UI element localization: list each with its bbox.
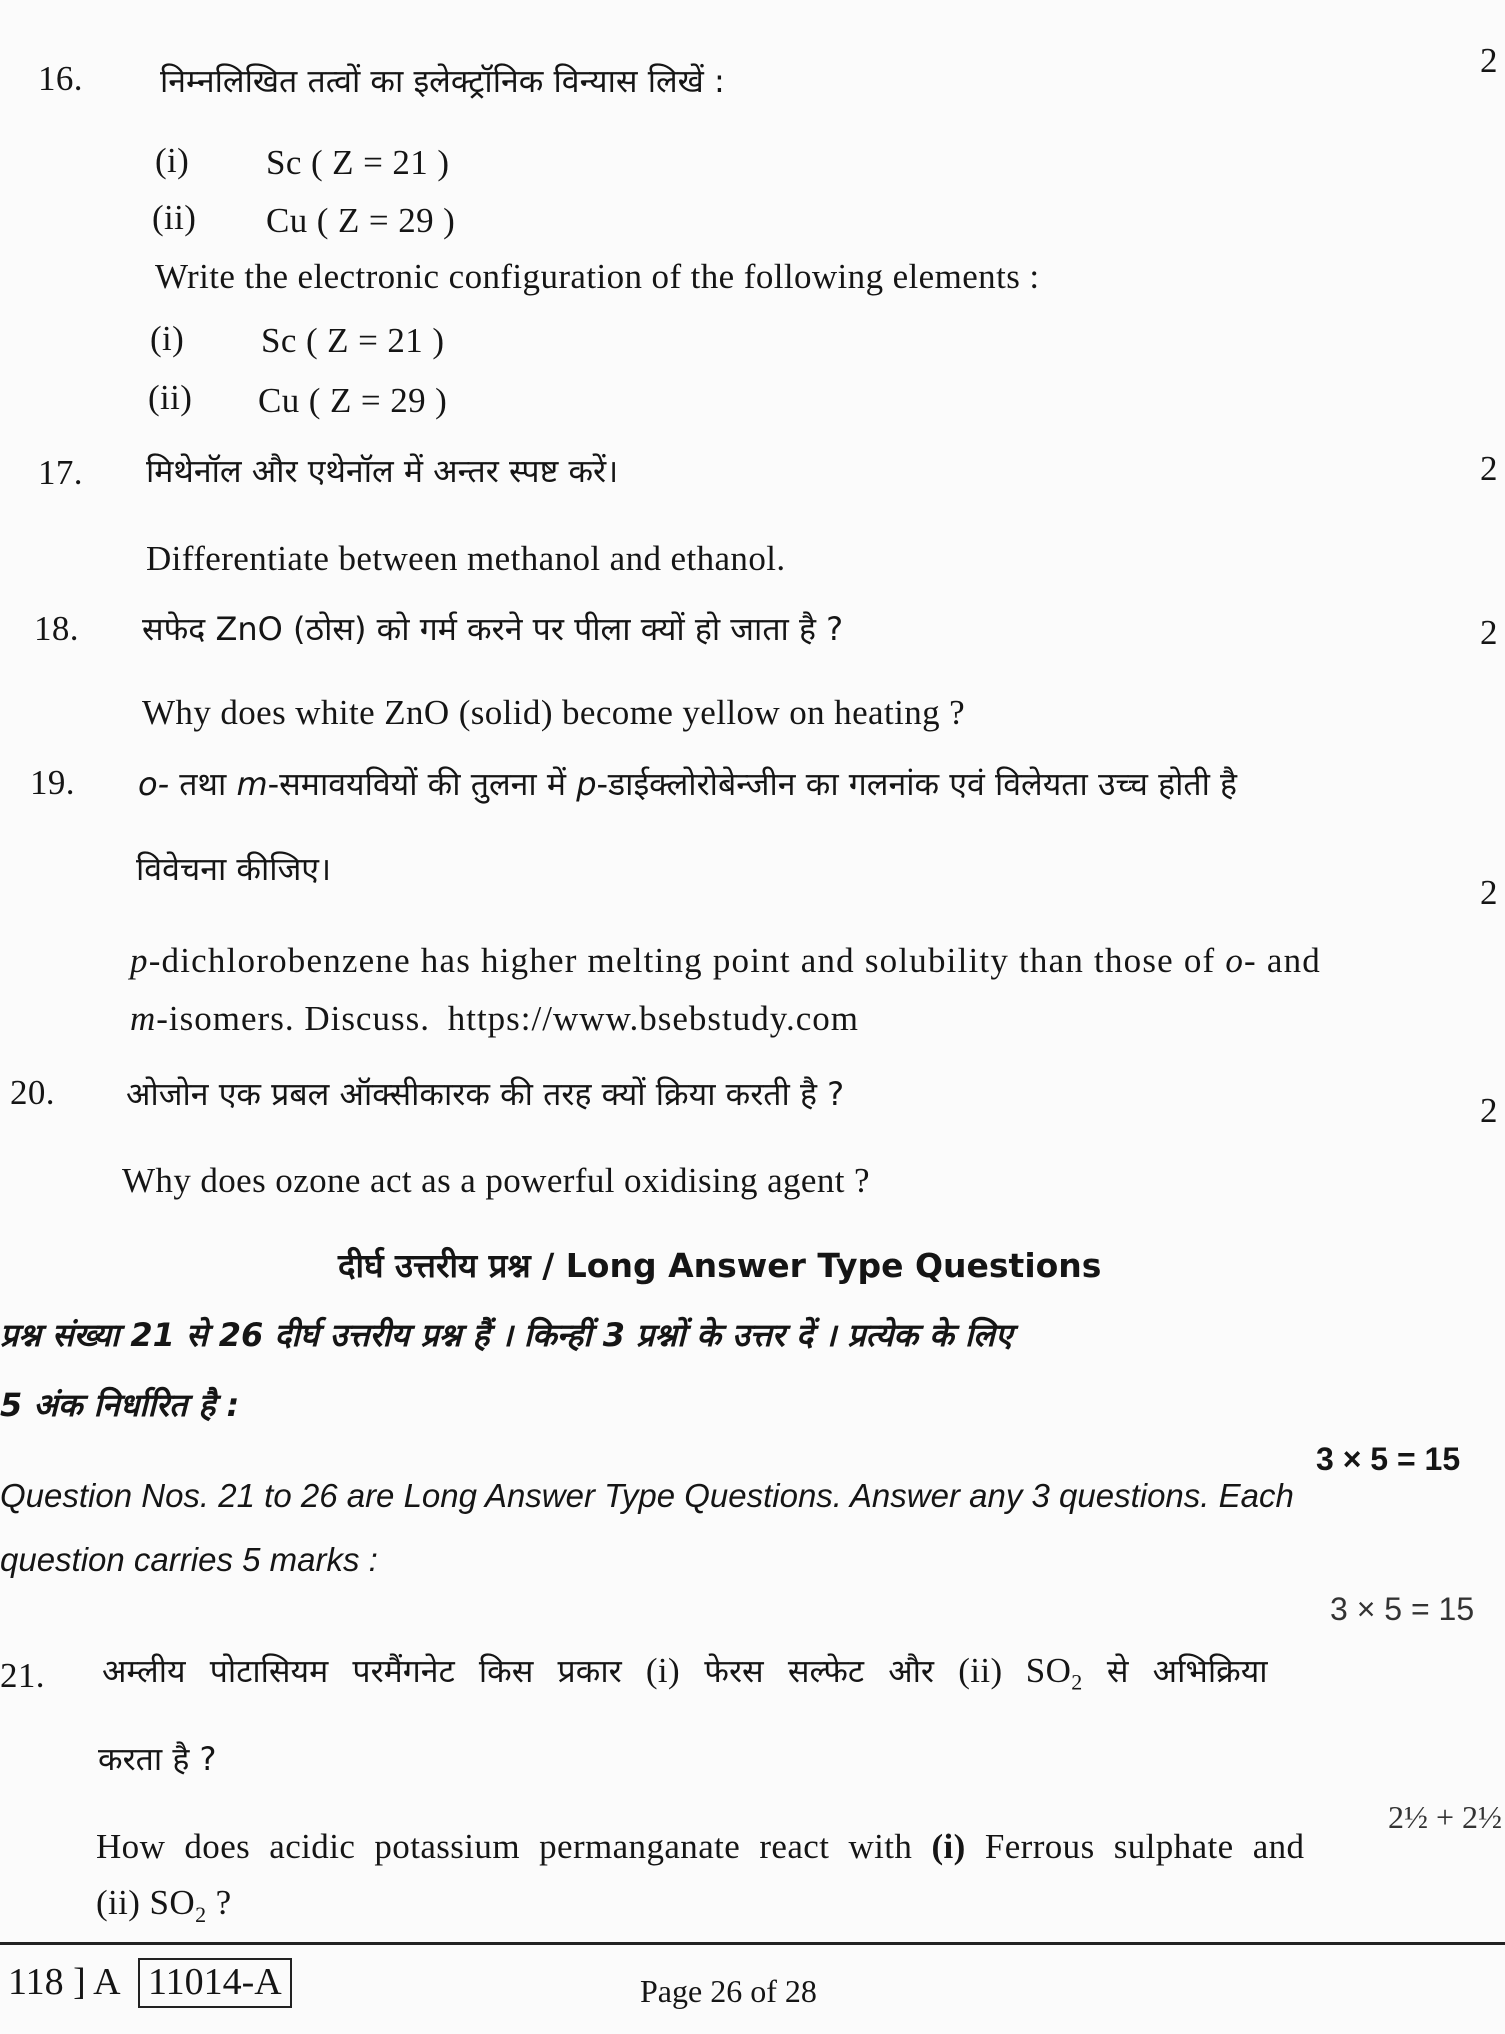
footer-code bbox=[8, 1958, 292, 2008]
source-url: https://www.bsebstudy.com bbox=[447, 999, 860, 1038]
q21-english-text: Ferrous sulphate and bbox=[965, 1827, 1305, 1866]
section-instructions-english: Question Nos. 21 to 26 are Long Answer Type Questions. Answer any 3 questions. Each bbox=[0, 1477, 1294, 1514]
q19-o-prefix: o- bbox=[138, 765, 170, 803]
q17-number: 17. bbox=[38, 453, 83, 492]
q21-english-text: ? bbox=[206, 1883, 232, 1922]
q19-english-text: and bbox=[1256, 941, 1322, 980]
q18-hindi: सफेद ZnO (ठोस) को गर्म करने पर पीला क्यों हो जाता है ? bbox=[142, 610, 844, 648]
section-instructions-hindi: 5 अंक निर्धारित है : bbox=[0, 1386, 240, 1424]
page-number: Page 26 of 28 bbox=[640, 1973, 817, 2009]
q16-number: 16. bbox=[38, 59, 83, 98]
q17-hindi: मिथेनॉल और एथेनॉल में अन्तर स्पष्ट करें। bbox=[146, 452, 619, 490]
footer-divider bbox=[0, 1942, 1505, 1945]
q21-so2-subscript: 2 bbox=[195, 1902, 207, 1927]
q19-number: 19. bbox=[30, 763, 75, 802]
q16-english-item-label: (i) bbox=[150, 319, 185, 358]
q16-english-item: Cu ( Z = 29 ) bbox=[258, 381, 448, 420]
q19-english-line2 bbox=[130, 998, 859, 1040]
q19-english-text: -dichlorobenzene has higher melting point and solubility than those of bbox=[148, 941, 1226, 980]
q19-m: m bbox=[130, 999, 157, 1038]
section-heading-english: Long Answer Type Questions bbox=[565, 1246, 1102, 1285]
q19-english-line1 bbox=[130, 940, 1321, 982]
q21-english-text: How does acidic potassium permanganate react with bbox=[96, 1827, 932, 1866]
q21-english-line1 bbox=[96, 1826, 1304, 1868]
footer-code-left: 118 ] A bbox=[8, 1961, 119, 2003]
q16-english-item: Sc ( Z = 21 ) bbox=[261, 321, 445, 360]
q21-number: 21. bbox=[0, 1656, 45, 1695]
q19-o: o- bbox=[1225, 941, 1257, 980]
q21-label-ii: (ii) bbox=[958, 1651, 1003, 1690]
q21-english-text: (ii) SO bbox=[96, 1883, 196, 1922]
q19-marks: 2 bbox=[1480, 873, 1498, 912]
q19-hindi-text: -समावयवियों की तुलना में bbox=[267, 765, 577, 803]
q21-hindi-line1 bbox=[102, 1650, 1268, 1696]
q21-label-i: (i) bbox=[931, 1827, 966, 1866]
q19-hindi-line1 bbox=[138, 765, 1237, 803]
q20-number: 20. bbox=[10, 1073, 55, 1112]
q16-hindi-item-label: (i) bbox=[155, 141, 190, 180]
q19-p: p bbox=[130, 941, 149, 980]
q16-hindi-item: Sc ( Z = 21 ) bbox=[266, 143, 450, 182]
q18-english: Why does white ZnO (solid) become yellow on heating ? bbox=[142, 693, 966, 732]
q16-english-item-label: (ii) bbox=[148, 378, 193, 417]
q20-english: Why does ozone act as a powerful oxidising agent ? bbox=[122, 1161, 870, 1200]
q19-hindi-line2: विवेचना कीजिए। bbox=[136, 850, 332, 888]
q19-english-text: -isomers. Discuss. bbox=[156, 999, 430, 1038]
q16-hindi-item: Cu ( Z = 29 ) bbox=[266, 201, 456, 240]
q18-number: 18. bbox=[34, 609, 79, 648]
q18-marks: 2 bbox=[1480, 613, 1498, 652]
q21-english-line2 bbox=[96, 1882, 232, 1928]
section-heading-hindi: दीर्घ उत्तरीय प्रश्न / bbox=[338, 1246, 566, 1285]
q21-hindi-text: से अभिक्रिया bbox=[1082, 1652, 1268, 1690]
q19-p: p bbox=[576, 765, 597, 803]
q21-marks: 2½ + 2½ bbox=[1388, 1799, 1503, 1835]
section-marks-formula: 3 × 5 = 15 bbox=[1316, 1441, 1461, 1477]
footer-code-box: 11014-A bbox=[138, 1958, 292, 2008]
q21-hindi-line2: करता है ? bbox=[98, 1740, 217, 1778]
q16-hindi: निम्नलिखित तत्वों का इलेक्ट्रॉनिक विन्यास लिखें : bbox=[160, 62, 725, 100]
q19-hindi-text: तथा bbox=[169, 765, 237, 803]
q19-m: m bbox=[236, 765, 268, 803]
section-instructions-hindi: प्रश्न संख्या 21 से 26 दीर्घ उत्तरीय प्रश्न हैं । किन्हीं 3 प्रश्नों के उत्तर दें । प्रत्येक के लिए bbox=[0, 1316, 1013, 1354]
q21-so2: SO bbox=[1002, 1651, 1072, 1690]
q21-so2-subscript: 2 bbox=[1071, 1669, 1083, 1695]
q19-hindi-text: -डाईक्लोरोबेन्जीन का गलनांक एवं विलेयता उच्च होती है bbox=[596, 765, 1238, 803]
q17-english: Differentiate between methanol and ethanol. bbox=[146, 539, 786, 578]
q21-label-i: (i) bbox=[645, 1651, 681, 1690]
q20-hindi: ओजोन एक प्रबल ऑक्सीकारक की तरह क्यों क्रिया करती है ? bbox=[126, 1075, 845, 1113]
q20-marks: 2 bbox=[1480, 1091, 1498, 1130]
section-instructions-english: question carries 5 marks : bbox=[0, 1541, 378, 1578]
section-marks-formula: 3 × 5 = 15 bbox=[1330, 1591, 1475, 1627]
section-heading bbox=[338, 1246, 1101, 1286]
q16-marks: 2 bbox=[1480, 41, 1498, 80]
q17-marks: 2 bbox=[1480, 449, 1498, 488]
q16-hindi-item-label: (ii) bbox=[152, 198, 197, 237]
q21-hindi-text: फेरस सल्फेट और bbox=[680, 1652, 959, 1690]
q21-hindi-text: अम्लीय पोटासियम परमैंगनेट किस प्रकार bbox=[102, 1652, 646, 1690]
q16-english: Write the electronic configuration of the following elements : bbox=[155, 257, 1040, 296]
